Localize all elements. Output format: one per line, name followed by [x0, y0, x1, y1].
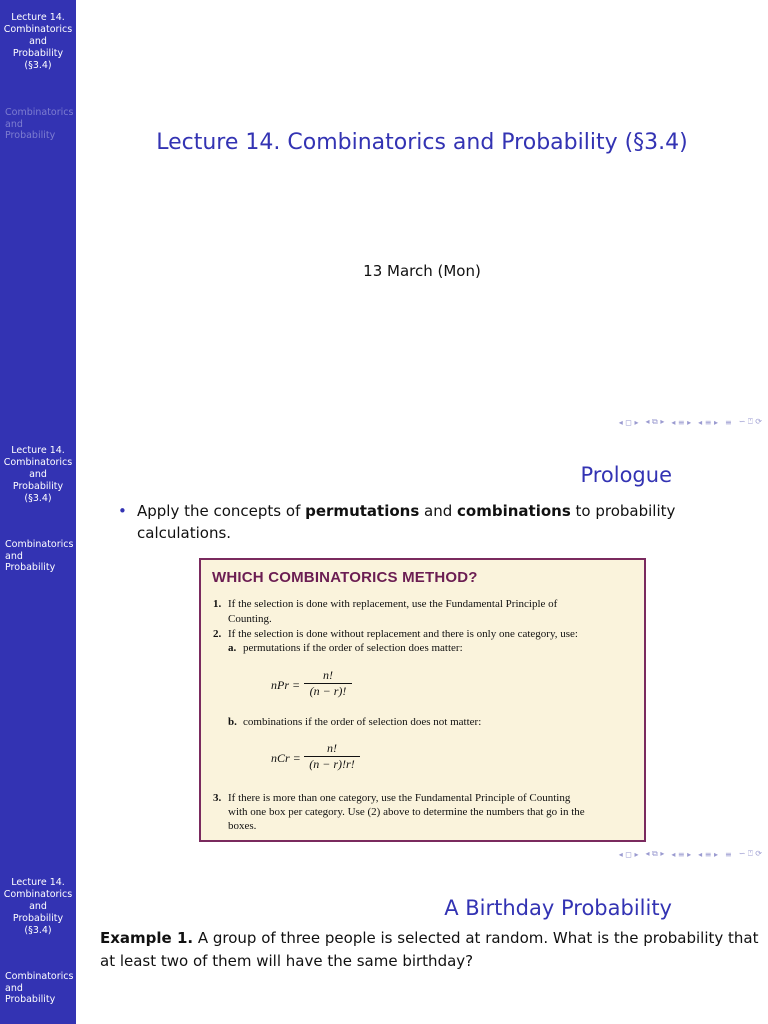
nav-search-icon[interactable]: ∽ ⍞ ⟳	[738, 849, 762, 858]
beamer-navigation	[619, 417, 762, 427]
box-title: WHICH COMBINATORICS METHOD?	[212, 569, 478, 586]
presentation-title: Lecture 14. Combinatorics and Probability (§3.4)	[156, 130, 688, 155]
item-3-line-3: boxes.	[228, 820, 257, 832]
sidebar	[0, 432, 76, 864]
frame-title-birthday: A Birthday Probability	[444, 896, 672, 920]
sidebar-lecture-title[interactable]: Lecture 14. Combinatorics and Probability (§3.4)	[3, 445, 73, 504]
combinatorics-method-box	[199, 558, 646, 842]
slide-1	[0, 0, 768, 432]
combination-fraction	[304, 741, 360, 772]
item-3-line-2: with one box per category. Use (2) above to determine the numbers that go in the	[228, 806, 585, 818]
item-2a-text: permutations if the order of selection does matter:	[243, 642, 463, 654]
item-2b-letter: b.	[228, 716, 237, 728]
item-2-line-1: If the selection is done without replacement and there is only one category, use:	[228, 628, 578, 640]
nav-subsection-list-icon[interactable]: ◂ ≡ ▸	[698, 849, 718, 859]
combination-numerator: n!	[327, 741, 337, 755]
permutation-denominator: (n − r)!	[309, 684, 347, 698]
example-text: A group of three people is selected at random. What is the probability that at least two of them will have the same birthday?	[100, 929, 759, 970]
sidebar	[0, 0, 76, 432]
beamer-navigation	[619, 849, 762, 859]
example-1	[100, 927, 760, 973]
permutation-fraction	[304, 668, 352, 699]
bullet-icon: •	[118, 502, 127, 520]
nav-align-icon[interactable]: ≡	[725, 417, 732, 427]
frame-title-prologue: Prologue	[580, 463, 672, 487]
sidebar	[0, 864, 76, 1024]
item-2b-text: combinations if the order of selection does not matter:	[243, 716, 482, 728]
nav-frame-icon[interactable]: ◂ ◻ ▸	[618, 849, 639, 859]
nav-align-icon[interactable]: ≡	[725, 849, 732, 859]
example-label: Example 1.	[100, 929, 194, 947]
nav-search-icon[interactable]: ∽ ⍞ ⟳	[738, 417, 762, 426]
nav-frame-icon[interactable]: ◂ ◻ ▸	[618, 417, 639, 427]
combination-denominator: (n − r)!r!	[309, 757, 355, 771]
nav-subsection-list-icon[interactable]: ◂ ≡ ▸	[698, 417, 718, 427]
sidebar-section-link[interactable]: Combinatorics and Probability	[5, 107, 74, 141]
nav-subsection-icon[interactable]: ◂ ⧉ ▸	[645, 417, 665, 426]
item-1-number: 1.	[213, 598, 222, 610]
nav-section-icon[interactable]: ◂ ≡ ▸	[671, 849, 692, 859]
bullet-text: Apply the concepts of permutations and combinations to probability calculations.	[137, 502, 676, 542]
item-2a-letter: a.	[228, 642, 237, 654]
permutation-numerator: n!	[323, 668, 333, 682]
nav-section-icon[interactable]: ◂ ≡ ▸	[671, 417, 692, 427]
item-1-line-2: Counting.	[228, 613, 272, 625]
item-3-line-1: If there is more than one category, use the Fundamental Principle of Counting	[228, 792, 571, 804]
nav-subsection-icon[interactable]: ◂ ⧉ ▸	[645, 849, 665, 858]
sidebar-lecture-title[interactable]: Lecture 14. Combinatorics and Probability (§3.4)	[3, 12, 73, 71]
presentation-date: 13 March (Mon)	[363, 262, 481, 280]
item-2-number: 2.	[213, 628, 222, 640]
item-3-number: 3.	[213, 792, 222, 804]
sidebar-section-link[interactable]: Combinatorics and Probability	[5, 971, 74, 1005]
item-1-line-1: If the selection is done with replacement, use the Fundamental Principle of	[228, 598, 558, 610]
sidebar-lecture-title[interactable]: Lecture 14. Combinatorics and Probability (§3.4)	[3, 877, 73, 936]
combination-lhs: nCr =	[271, 751, 301, 765]
permutation-lhs: nPr =	[271, 678, 301, 692]
sidebar-section-link[interactable]: Combinatorics and Probability	[5, 539, 74, 573]
